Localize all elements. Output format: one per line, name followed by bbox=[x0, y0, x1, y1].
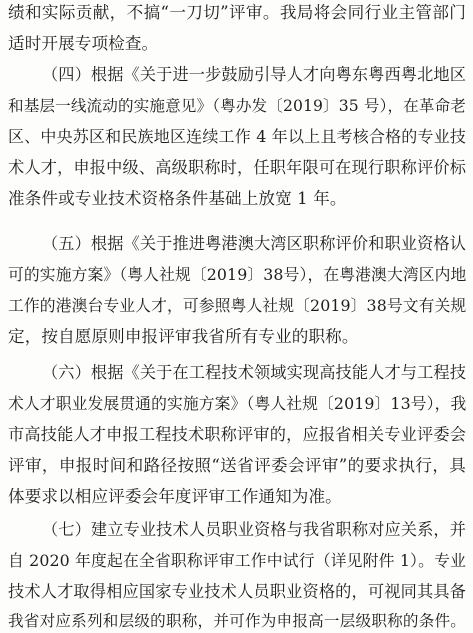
text-line: 市高技能人才申报工程技术职称评审的，应报省相关专业评委会 bbox=[8, 425, 466, 444]
text-line: 区、中央苏区和民族地区连续工作 4 年以上且考核合格的专业技 bbox=[8, 127, 466, 146]
text-line: 定，按自愿原则申报评审我省所有专业的职称。 bbox=[8, 327, 359, 346]
text-line: 和基层一线流动的实施意见》（粤办发〔2019〕35 号），在革命老 bbox=[8, 97, 466, 115]
text-line: 技术人才取得相应国家专业技术人员职业资格的，可视同其具备 bbox=[8, 582, 466, 601]
text-line: 我省对应系列和层级的职称，并可作为申报高一层级职称的条件。 bbox=[8, 612, 466, 630]
text-line: 绩和实际贡献，不搞“一刀切”评审。我局将会同行业主管部门 bbox=[8, 3, 466, 22]
text-line: 适时开展专项检查。 bbox=[8, 34, 159, 53]
text-line: 工作的港澳台专业人才，可参照粤人社规〔2019〕38号文有关规 bbox=[8, 296, 467, 315]
text-line: 术人才，申报中级、高级职称时，任职年限可在现行职称评价标 bbox=[8, 158, 466, 177]
text-line: 可的实施方案》（粤人社规〔2019〕38号），在粤港澳大湾区内地 bbox=[8, 265, 467, 284]
text-line: 准条件或专业技术资格条件基础上放宽 1 年。 bbox=[8, 189, 347, 208]
text-line: 评审，申报时间和路径按照“送省评委会评审”的要求执行，具 bbox=[8, 456, 466, 475]
paragraph-4-first-line: （四）根据《关于进一步鼓励引导人才向粤东粤西粤北地区 bbox=[42, 65, 466, 84]
text-line: 体要求以相应评委会年度评审工作通知为准。 bbox=[8, 487, 342, 506]
text-line: 术人才职业发展贯通的实施方案》（粤人社规〔2019〕13号），我 bbox=[8, 394, 467, 413]
text-line: 自 2020 年度起在全省职称评审工作中试行（详见附件 1）。专业 bbox=[8, 551, 466, 570]
paragraph-6-first-line: （六）根据《关于在工程技术领域实现高技能人才与工程技 bbox=[42, 363, 466, 382]
paragraph-5-first-line: （五）根据《关于推进粤港澳大湾区职称评价和职业资格认 bbox=[42, 234, 466, 253]
paragraph-7-first-line: （七）建立专业技术人员职业资格与我省职称对应关系，并 bbox=[42, 520, 466, 539]
